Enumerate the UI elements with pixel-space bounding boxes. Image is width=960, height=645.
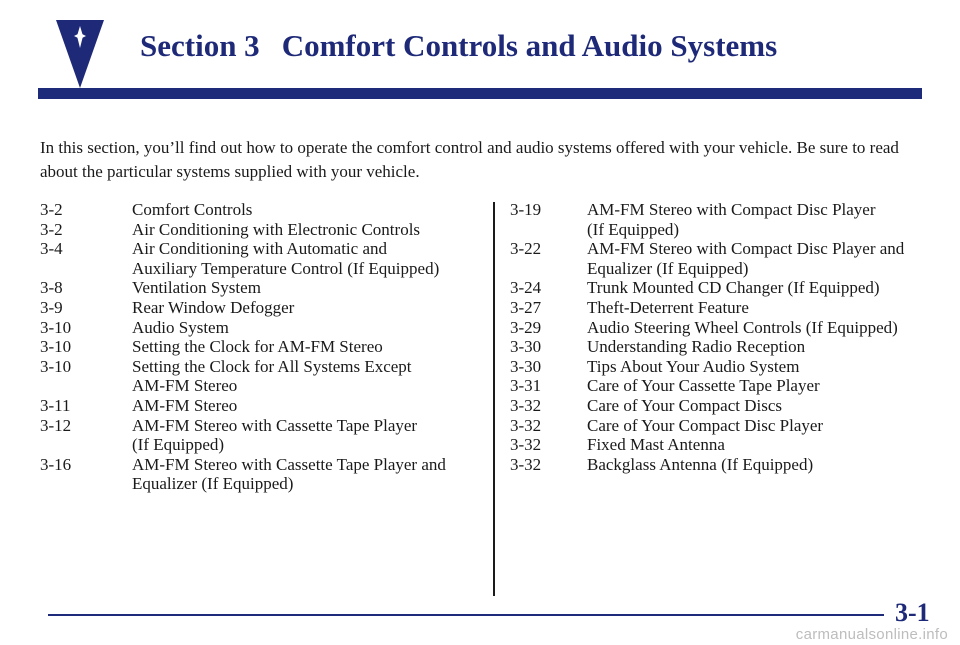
toc-page-ref: 3-2: [40, 200, 63, 219]
toc-page-ref: 3-10: [40, 317, 72, 337]
toc-title: Setting the Clock for AM-FM Stereo: [132, 337, 383, 357]
pontiac-arrowhead-icon: [52, 14, 108, 92]
toc-page-ref: 3-2: [40, 219, 63, 239]
toc-entry[interactable]: [510, 396, 930, 416]
toc-title: Audio System: [132, 317, 229, 337]
toc-page-ref: 3-32: [510, 415, 542, 435]
toc-page-ref: 3-30: [510, 337, 542, 357]
toc-entry[interactable]: [40, 220, 485, 240]
toc-title: Fixed Mast Antenna: [587, 435, 725, 455]
column-divider: [493, 202, 495, 596]
toc-page-ref: 3-22: [510, 239, 542, 259]
toc-entry[interactable]: [40, 318, 485, 338]
section-label: Section 3: [140, 28, 260, 63]
toc-page-ref: 3-32: [510, 454, 542, 474]
toc-page-ref: 3-11: [40, 395, 71, 415]
toc-entry[interactable]: [510, 239, 930, 278]
toc-title: Theft-Deterrent Feature: [587, 297, 749, 317]
toc-title: Ventilation System: [132, 278, 261, 298]
header-rule: [38, 88, 922, 99]
toc-title: AM-FM Stereo with Cassette Tape Player and Equalizer (If Equipped): [132, 454, 446, 494]
toc-title: Care of Your Compact Disc Player: [587, 415, 824, 435]
toc-page-ref: 3-24: [510, 278, 542, 298]
toc-title: Audio Steering Wheel Controls (If Equipped): [587, 317, 898, 337]
toc-entry[interactable]: [510, 357, 930, 377]
toc-title: Trunk Mounted CD Changer (If Equipped): [587, 278, 880, 298]
toc-entry[interactable]: [40, 337, 485, 357]
toc-title: Setting the Clock for All Systems Except AM-FM Stereo: [132, 356, 412, 396]
toc-page-ref: 3-10: [40, 356, 72, 376]
toc-page-ref: 3-30: [510, 356, 542, 376]
toc-title: Air Conditioning with Electronic Controls: [132, 219, 421, 239]
toc-title: Backglass Antenna (If Equipped): [587, 454, 814, 474]
toc-entry[interactable]: [510, 435, 930, 455]
toc-entry[interactable]: [510, 200, 930, 239]
toc-title: AM-FM Stereo: [132, 395, 238, 415]
toc-page-ref: 3-9: [40, 297, 63, 317]
toc-title: AM-FM Stereo with Compact Disc Player and Equalizer (If Equipped): [587, 239, 905, 278]
toc-entry[interactable]: [510, 298, 930, 318]
toc-page-ref: 3-32: [510, 395, 542, 415]
toc-page-ref: 3-31: [510, 376, 542, 396]
toc-page-ref: 3-27: [510, 297, 542, 317]
toc-entry[interactable]: [510, 278, 930, 298]
toc-entry[interactable]: [510, 376, 930, 396]
watermark: carmanualsonline.info: [795, 626, 948, 643]
toc-title: Air Conditioning with Automatic and Auxiliary Temperature Control (If Equipped): [132, 239, 440, 278]
toc-left-column: [40, 200, 485, 494]
toc-right-column: [510, 200, 930, 474]
toc-entry[interactable]: [40, 200, 485, 220]
toc-title: Rear Window Defogger: [132, 297, 295, 317]
footer-rule: [48, 614, 884, 616]
toc-entry[interactable]: [40, 455, 485, 494]
toc-entry[interactable]: [40, 416, 485, 455]
toc-entry[interactable]: [510, 337, 930, 357]
toc-title: Tips About Your Audio System: [587, 356, 800, 376]
toc-title: Understanding Radio Reception: [587, 337, 806, 357]
toc-page-ref: 3-19: [510, 200, 542, 219]
toc-title: Comfort Controls: [132, 200, 253, 219]
toc-entry[interactable]: [510, 416, 930, 436]
toc-entry[interactable]: [40, 396, 485, 416]
toc-title: Care of Your Compact Discs: [587, 395, 783, 415]
toc-title: Care of Your Cassette Tape Player: [587, 376, 820, 396]
toc-page-ref: 3-10: [40, 337, 72, 357]
toc-page-ref: 3-4: [40, 239, 63, 259]
toc-page-ref: 3-12: [40, 415, 72, 435]
toc-page-ref: 3-29: [510, 317, 542, 337]
toc-entry[interactable]: [40, 298, 485, 318]
toc-entry[interactable]: [40, 278, 485, 298]
toc-entry[interactable]: [40, 239, 485, 278]
toc-page-ref: 3-32: [510, 435, 542, 455]
toc-page-ref: 3-8: [40, 278, 63, 298]
toc-entry[interactable]: [510, 455, 930, 475]
toc-page-ref: 3-16: [40, 454, 72, 474]
section-title: Comfort Controls and Audio Systems: [281, 28, 778, 63]
toc-title: AM-FM Stereo with Cassette Tape Player (If Equipped): [132, 415, 418, 455]
toc-title: AM-FM Stereo with Compact Disc Player (If Equipped): [587, 200, 876, 239]
intro-paragraph: In this section, you’ll find out how to operate the comfort control and audio systems offered with your vehicle. Be sure to read about the particular systems supplied with your vehicle.: [40, 138, 899, 181]
section-header: [140, 28, 777, 64]
toc-entry[interactable]: [510, 318, 930, 338]
toc-entry[interactable]: [40, 357, 485, 396]
page-number: 3-1: [895, 598, 930, 627]
